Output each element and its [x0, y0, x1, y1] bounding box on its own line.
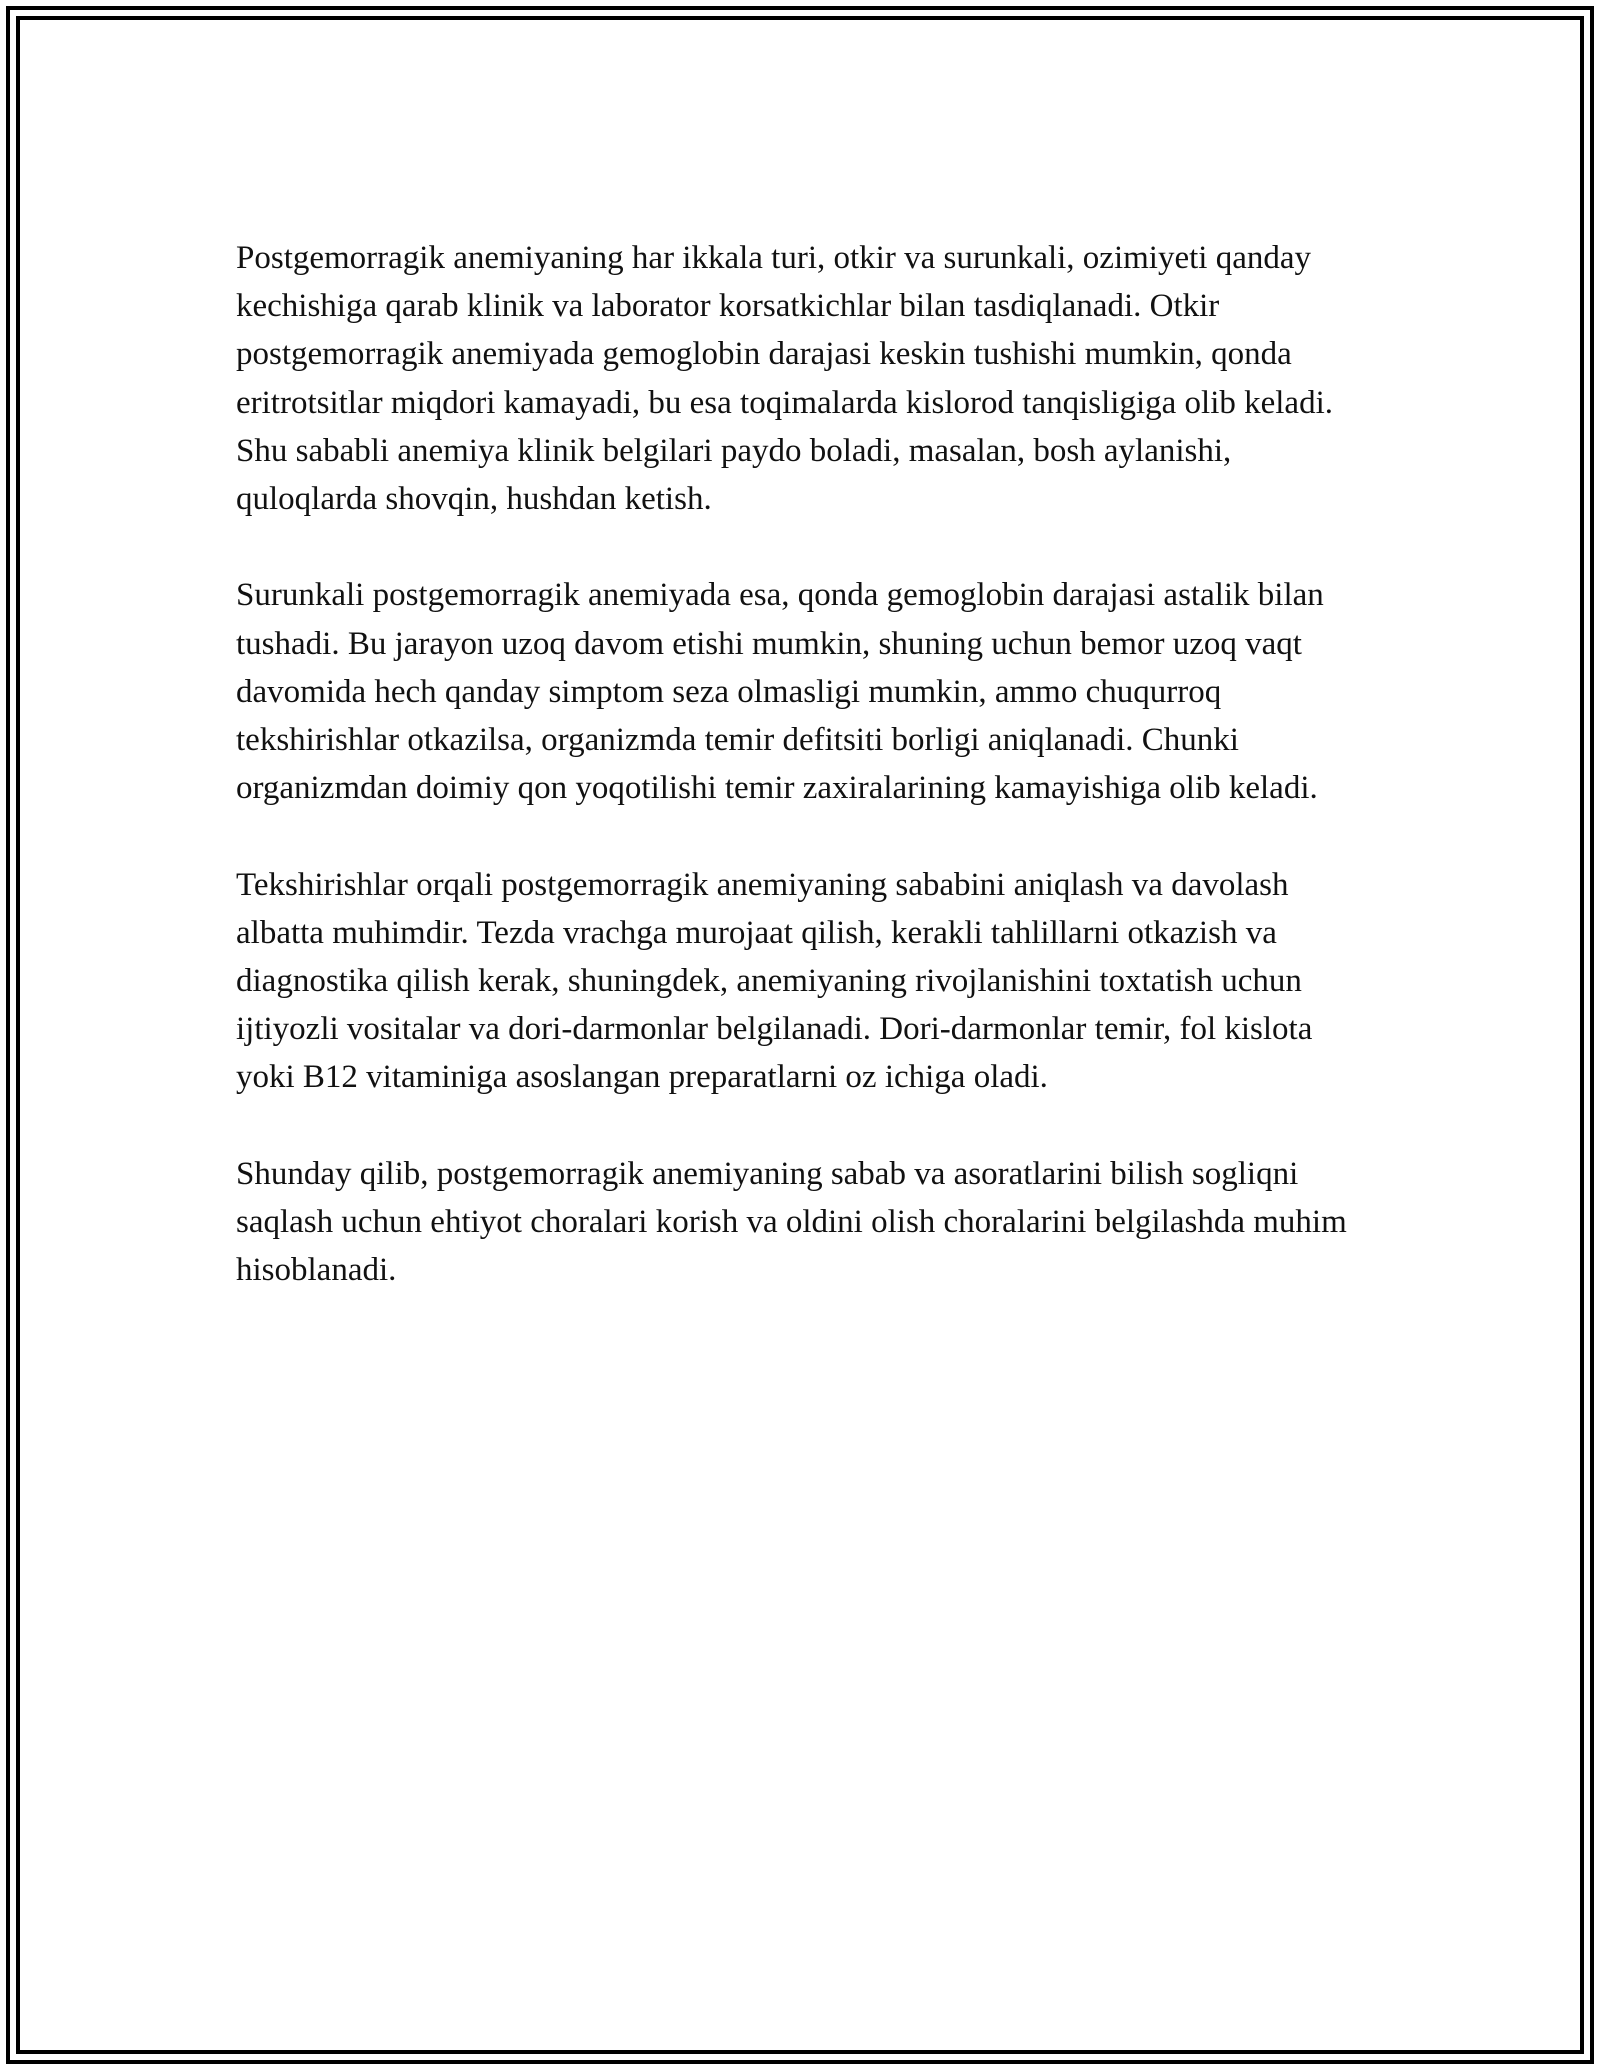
paragraph-4: Shunday qilib, postgemorragik anemiyaning sabab va asoratlarini bilish sogliqni saqlash uchun ehtiyot choralari korish va oldini olish choralarini belgilashda muhim hisoblanadi. — [236, 1155, 1347, 1289]
paragraph-3: Tekshirishlar orqali postgemorragik anemiyaning sababini aniqlash va davolash albatta muhimdir. Tezda vrachga murojaat qilish, kerakli tahlillarni otkazish va diagnostika qilish kerak, shuningdek, anemiyaning rivojlanishini toxtatish uchun ijtiyozli vositalar va dori-darmonlar belgilanadi. Dori-darmonlar temir, fol kislota yoki B12 vitaminiga asoslangan preparatlarni oz ichiga oladi. — [236, 866, 1313, 1096]
paragraph-2: Surunkali postgemorragik anemiyada esa, qonda gemoglobin darajasi astalik bilan tushadi. Bu jarayon uzoq davom etishi mumkin, shuning uchun bemor uzoq vaqt davomida hech qanday simptom seza olmasligi mumkin, ammo chuqurroq tekshirishlar otkazilsa, organizmda temir defitsiti borligi aniqlanadi. Chunki organizmdan doimiy qon yoqotilishi temir zaxiralarining kamayishiga olib keladi. — [236, 577, 1324, 807]
document-body — [236, 234, 1376, 1294]
paragraph-1: Postgemorragik anemiyaning har ikkala turi, otkir va surunkali, ozimiyeti qanday kechishiga qarab klinik va laborator korsatkichlar bilan tasdiqlanadi. Otkir postgemorragik anemiyada gemoglobin darajasi keskin tushishi mumkin, qonda eritrotsitlar miqdori kamayadi, bu esa toqimalarda kislorod tanqisligiga olib keladi. Shu sababli anemiya klinik belgilari paydo boladi, masalan, bosh aylanishi, quloqlarda shovqin, hushdan ketish. — [236, 240, 1333, 518]
